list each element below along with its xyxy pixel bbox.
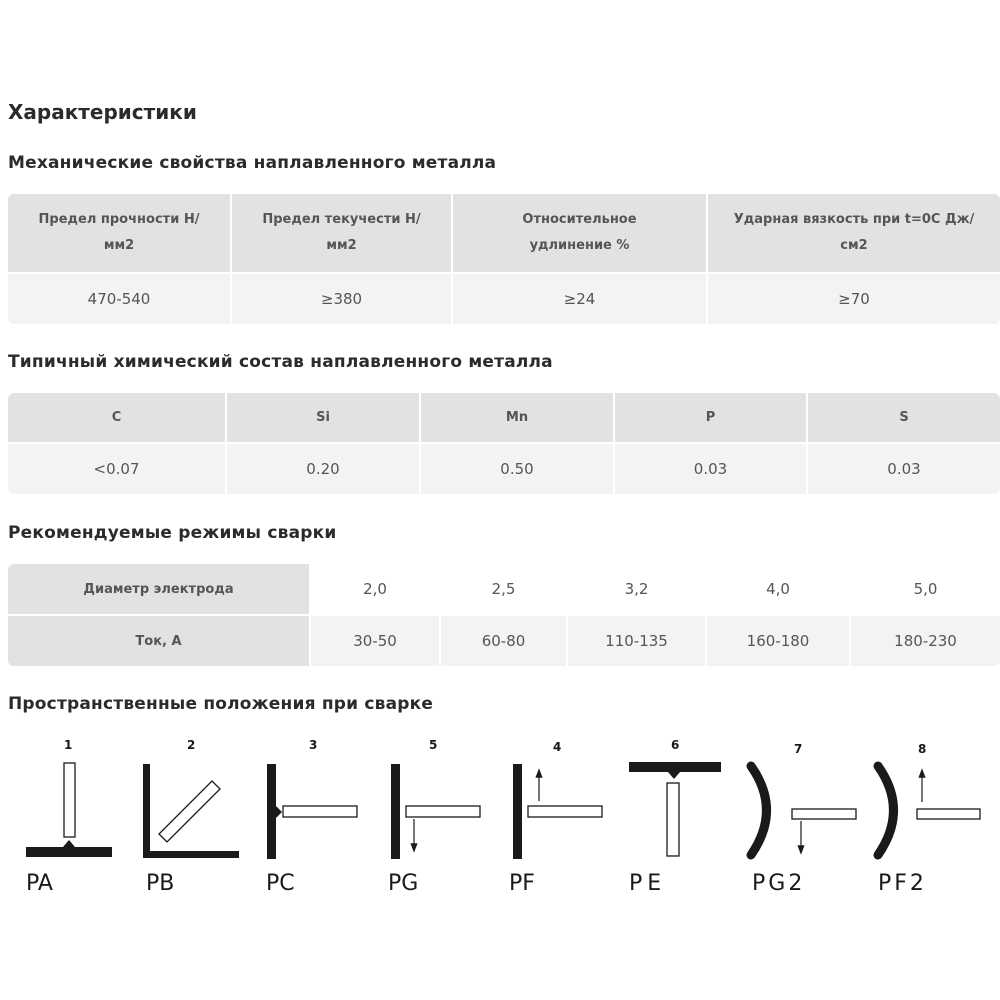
- value-manganese: 0.50: [421, 444, 615, 494]
- position-number: 4: [553, 740, 562, 754]
- header-carbon: C: [8, 393, 227, 442]
- header-manganese: Mn: [421, 393, 615, 442]
- position-number: 2: [187, 738, 196, 752]
- diameter-label: Диаметр электрода: [8, 564, 311, 614]
- welding-positions-diagram: [0, 730, 1000, 900]
- current-value: 180-230: [851, 616, 1000, 666]
- position-pe-icon: [629, 738, 721, 896]
- header-sulfur: S: [808, 393, 1000, 442]
- position-code: PG: [388, 871, 419, 896]
- diameter-row: [8, 564, 1000, 614]
- header-yield-strength: Предел текучести Н/мм2: [232, 194, 453, 272]
- position-pa-icon: [26, 738, 112, 896]
- positions-heading: Пространственные положения при сварке: [8, 694, 434, 714]
- position-code: PE: [629, 871, 667, 896]
- diameter-value: 2,5: [441, 564, 568, 614]
- header-phosphorus: P: [615, 393, 808, 442]
- value-carbon: <0.07: [8, 444, 227, 494]
- position-number: 6: [671, 738, 680, 752]
- value-sulfur: 0.03: [808, 444, 1000, 494]
- chemical-header-row: [8, 393, 1000, 442]
- chemical-heading: Типичный химический состав наплавленного металла: [8, 352, 553, 372]
- position-number: 5: [429, 738, 438, 752]
- chemical-value-row: [8, 444, 1000, 494]
- position-code: PF2: [878, 871, 927, 896]
- mechanical-table: [8, 194, 1000, 324]
- diameter-value: 5,0: [851, 564, 1000, 614]
- diameter-value: 4,0: [707, 564, 851, 614]
- current-value: 60-80: [441, 616, 568, 666]
- diameter-value: 3,2: [568, 564, 707, 614]
- mechanical-value-row: [8, 274, 1000, 324]
- position-pc-icon: [266, 738, 357, 896]
- value-silicon: 0.20: [227, 444, 421, 494]
- header-impact-toughness: Ударная вязкость при t=0C Дж/см2: [708, 194, 1000, 272]
- value-yield-strength: ≥380: [232, 274, 453, 324]
- position-code: PF: [509, 871, 535, 896]
- diameter-value: 2,0: [311, 564, 441, 614]
- value-phosphorus: 0.03: [615, 444, 808, 494]
- current-label: Ток, А: [8, 616, 311, 666]
- position-number: 3: [309, 738, 318, 752]
- value-elongation: ≥24: [453, 274, 708, 324]
- position-pf-icon: [509, 740, 602, 896]
- position-number: 1: [64, 738, 73, 752]
- welding-table: [8, 564, 1000, 666]
- header-elongation: Относительное удлинение %: [453, 194, 708, 272]
- position-code: PA: [26, 871, 53, 896]
- current-row: [8, 616, 1000, 666]
- position-number: 8: [918, 742, 927, 756]
- position-code: PG2: [752, 871, 806, 896]
- header-tensile-strength: Предел прочности Н/мм2: [8, 194, 232, 272]
- current-value: 160-180: [707, 616, 851, 666]
- position-code: PB: [146, 871, 175, 896]
- position-pb-icon: [143, 738, 239, 896]
- position-code: PC: [266, 871, 295, 896]
- position-pg-icon: [388, 738, 480, 896]
- current-value: 110-135: [568, 616, 707, 666]
- value-impact-toughness: ≥70: [708, 274, 1000, 324]
- value-tensile-strength: 470-540: [8, 274, 232, 324]
- current-value: 30-50: [311, 616, 441, 666]
- position-pg2-icon: [751, 742, 856, 896]
- header-silicon: Si: [227, 393, 421, 442]
- position-pf2-icon: [878, 742, 980, 896]
- chemical-table: [8, 393, 1000, 494]
- mechanical-heading: Механические свойства наплавленного металла: [8, 153, 497, 173]
- welding-heading: Рекомендуемые режимы сварки: [8, 523, 337, 543]
- page-title: Характеристики: [8, 100, 197, 124]
- position-number: 7: [794, 742, 803, 756]
- mechanical-header-row: [8, 194, 1000, 272]
